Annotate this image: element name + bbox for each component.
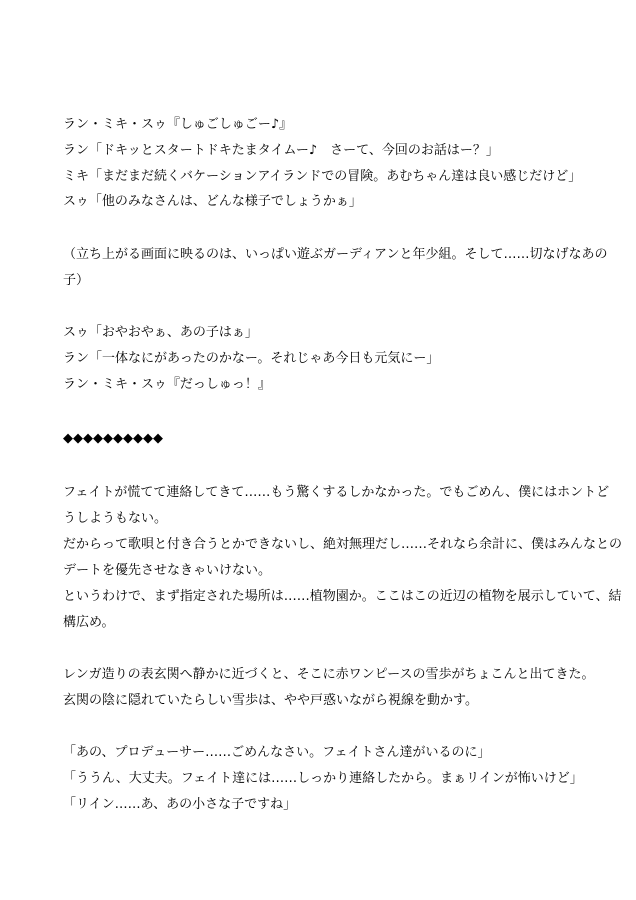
text-line: ラン・ミキ・スゥ『だっしゅっ！』	[63, 377, 271, 392]
text-line: ラン「ドキッとスタートドキたまタイムー♪ さーて、今回のお話はー？」	[63, 143, 499, 158]
text-line: 「あの、プロデューサー……ごめんなさい。フェイトさん達がいるのに」	[63, 745, 491, 760]
text-line: というわけで、まず指定された場所は……植物園か。ここはこの近辺の植物を展示していて、結	[63, 589, 622, 604]
text-line: 構広め。	[63, 615, 115, 630]
text-line: レンガ造りの表玄関へ静かに近づくと、そこに赤ワンピースの雪歩がちょこんと出てきた。	[63, 667, 595, 682]
section-divider: ◆◆◆◆◆◆◆◆◆◆	[63, 431, 163, 446]
text-line: 「ううん、大丈夫。フェイト達には……しっかり連絡したから。まぁリインが怖いけど」	[63, 771, 583, 786]
text-line: スゥ「おやおやぁ、あの子はぁ」	[63, 325, 258, 340]
text-line: デートを優先させなきゃいけない。	[63, 563, 272, 578]
text-line: フェイトが慌てて連絡してきて……もう驚くするしかなかった。でもごめん、僕にはホントど	[63, 485, 610, 500]
text-line: 玄関の陰に隠れていたらしい雪歩は、やや戸惑いながら視線を動かす。	[63, 693, 478, 708]
text-line: （立ち上がる画面に映るのは、いっぱい遊ぶガーディアンと年少組。そして……切なげなあの	[63, 247, 608, 262]
text-line: スゥ「他のみなさんは、どんな様子でしょうかぁ」	[63, 194, 362, 209]
text-line: うしようもない。	[63, 511, 168, 526]
text-line: 「リイン……あ、あの小さな子ですね」	[63, 797, 297, 812]
text-line: ラン・ミキ・スゥ『しゅごしゅごー♪』	[63, 117, 293, 132]
text-line: 子）	[63, 273, 90, 288]
text-line: ミキ「まだまだ続くバケーションアイランドでの冒険。あむちゃん達は良い感じだけど」	[63, 169, 582, 184]
text-line: だからって歌唄と付き合うとかできないし、絶対無理だし……それなら余計に、僕はみんなとの	[63, 537, 623, 552]
text-line: ラン「一体なにがあったのかなー。それじゃあ今日も元気にー」	[63, 351, 440, 366]
